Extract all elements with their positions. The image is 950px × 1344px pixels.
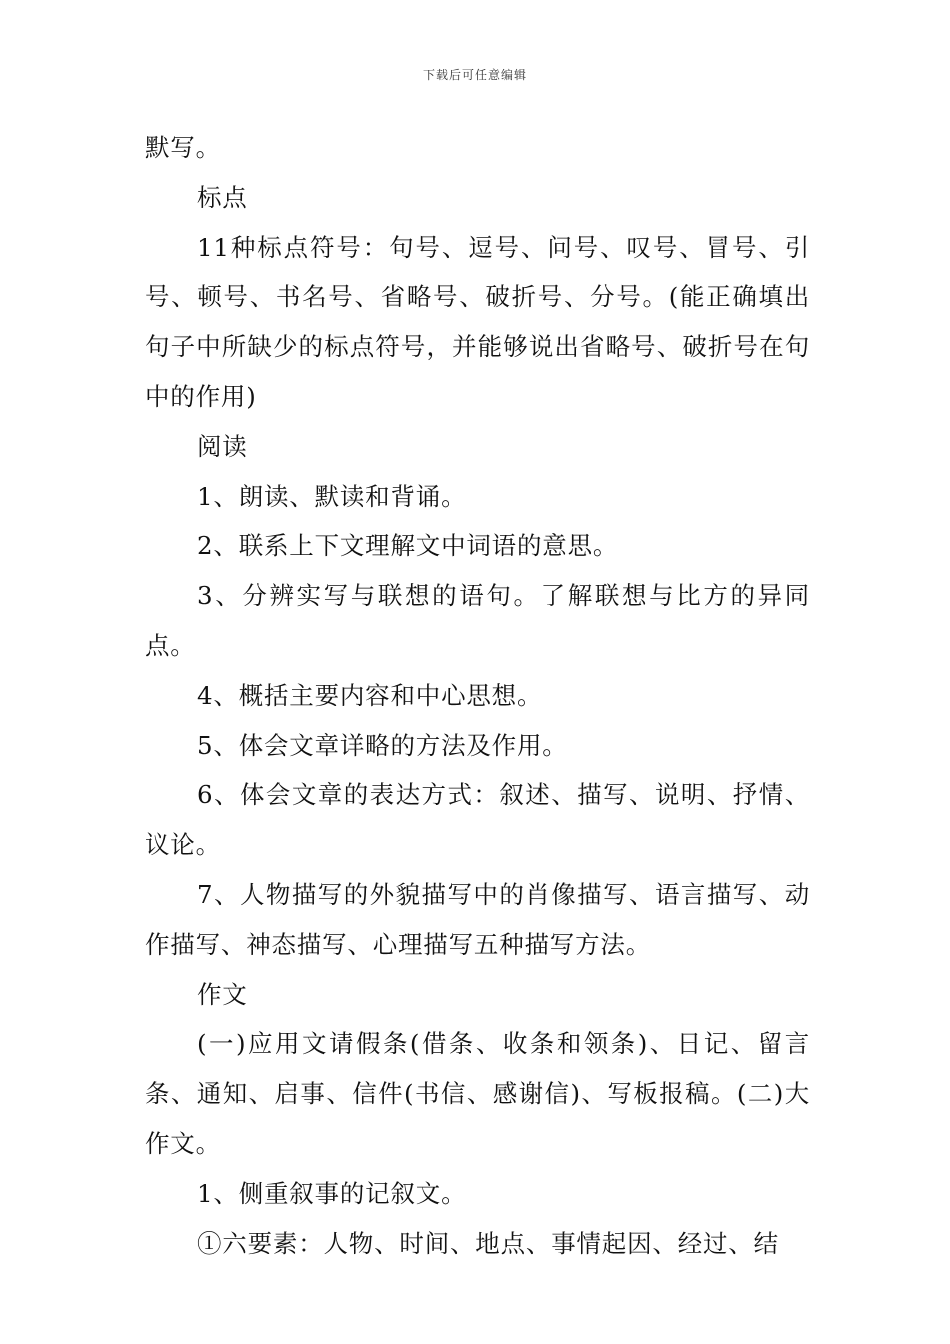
paragraph-7: 4、概括主要内容和中心思想。 bbox=[197, 680, 543, 710]
document-body bbox=[145, 123, 810, 1268]
paragraph-0: 默写。 bbox=[145, 133, 221, 162]
paragraph-2: 11种标点符号：句号、逗号、问号、叹号、冒号、引号、顿号、书名号、省略号、破折号、分号。(能正确填出句子中所缺少的标点符号，并能够说出省略号、破折号在句中的作用) bbox=[145, 232, 810, 411]
paragraph-6: 3、分辨实写与联想的语句。了解联想与比方的异同点。 bbox=[145, 581, 810, 660]
paragraph-13: 1、侧重叙事的记叙文。 bbox=[197, 1178, 467, 1208]
paragraph-14: ①六要素：人物、时间、地点、事情起因、经过、结 bbox=[197, 1228, 779, 1258]
paragraph-8: 5、体会文章详略的方法及作用。 bbox=[197, 730, 568, 760]
page-header: 下载后可任意编辑 bbox=[422, 68, 527, 82]
paragraph-4: 1、朗读、默读和背诵。 bbox=[197, 481, 467, 511]
paragraph-9: 6、体会文章的表达方式：叙述、描写、说明、抒情、议论。 bbox=[145, 780, 810, 860]
paragraph-10: 7、人物描写的外貌描写中的肖像描写、语言描写、动作描写、神态描写、心理描写五种描写方法。 bbox=[145, 879, 810, 959]
section-heading-composition: 作文 bbox=[197, 979, 248, 1009]
section-heading-punctuation: 标点 bbox=[197, 182, 248, 212]
paragraph-12: (一)应用文请假条(借条、收条和领条)、日记、留言条、通知、启事、信件(书信、感谢信)、写板报稿。(二)大作文。 bbox=[145, 1029, 810, 1158]
paragraph-5: 2、联系上下文理解文中词语的意思。 bbox=[197, 531, 619, 561]
section-heading-reading: 阅读 bbox=[197, 431, 248, 461]
